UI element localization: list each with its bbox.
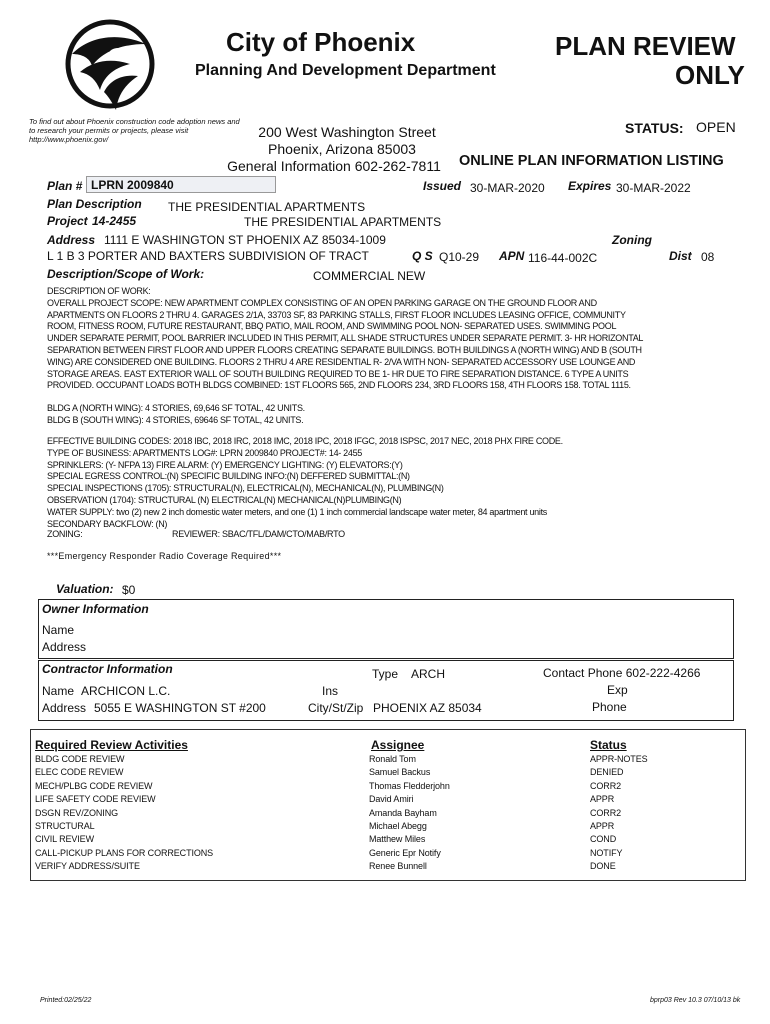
department-name: Planning And Development Department	[195, 62, 496, 79]
info-note	[29, 117, 240, 144]
phoenix-logo	[60, 14, 158, 118]
zoning-note-label: ZONING:	[47, 529, 83, 539]
table-cell-status: CORR2	[590, 807, 622, 818]
contractor-type-value: ARCH	[411, 667, 446, 681]
valuation-value: $0	[122, 583, 136, 597]
contractor-phone-label: Phone	[592, 700, 627, 714]
plan-review-title-line1: PLAN REVIEW	[555, 31, 736, 61]
emergency-note: ***Emergency Responder Radio Coverage Required***	[47, 551, 282, 561]
status-column	[590, 753, 648, 874]
contractor-info-title: Contractor Information	[42, 662, 173, 676]
address-label: Address	[47, 233, 96, 247]
table-cell-assignee: Michael Abegg	[369, 821, 427, 832]
apn-value: 116-44-002C	[528, 251, 598, 265]
issued-label: Issued	[423, 179, 462, 193]
table-row: LIFE SAFETY CODE REVIEW	[35, 794, 156, 805]
contractor-name-value: ARCHICON L.C.	[81, 684, 171, 698]
col-header-activity: Required Review Activities	[35, 738, 188, 752]
table-cell-assignee: Samuel Backus	[369, 767, 431, 778]
col-header-status: Status	[590, 738, 627, 752]
dist-value: 08	[701, 250, 715, 264]
table-row: MECH/PLBG CODE REVIEW	[35, 780, 153, 791]
general-info-phone: General Information 602-262-7811	[227, 158, 441, 174]
plan-number-label: Plan #	[47, 179, 83, 193]
address-value: 1111 E WASHINGTON ST PHOENIX AZ 85034-1009	[104, 233, 386, 247]
info-note-line: to research your permits or projects, please visit	[29, 126, 189, 135]
contractor-type-label: Type	[372, 667, 399, 681]
valuation-label: Valuation:	[56, 582, 114, 596]
contractor-ins-label: Ins	[322, 684, 339, 698]
contractor-exp-label: Exp	[607, 683, 628, 697]
info-note-link[interactable]: http://www.phoenix.gov/	[29, 135, 109, 144]
contractor-citystzip-value: PHOENIX AZ 85034	[373, 701, 482, 715]
printed-date: Printed:02/25/22	[40, 997, 92, 1004]
zoning-label: Zoning	[612, 233, 652, 247]
plan-number: LPRN 2009840	[86, 176, 276, 193]
table-cell-assignee: Generic Epr Notify	[369, 847, 441, 858]
table-cell-status: APPR	[590, 821, 615, 832]
contractor-address-label: Address	[42, 701, 87, 715]
expires-label: Expires	[568, 179, 612, 193]
table-cell-assignee: Thomas Fledderjohn	[369, 780, 450, 791]
plan-description-value: THE PRESIDENTIAL APARTMENTS	[168, 200, 366, 214]
form-revision: bprp03 Rev 10.3 07/10/13 bk	[650, 997, 741, 1004]
contractor-citystzip-label: City/St/Zip	[308, 701, 364, 715]
dist-label: Dist	[669, 249, 692, 263]
listing-title: ONLINE PLAN INFORMATION LISTING	[459, 153, 724, 169]
table-cell-status: DONE	[590, 861, 616, 872]
project-number: 14-2455	[92, 214, 137, 228]
table-cell-assignee: Ronald Tom	[369, 754, 416, 764]
table-row: BLDG CODE REVIEW	[35, 754, 125, 764]
owner-name-label: Name	[42, 623, 75, 637]
project-value: THE PRESIDENTIAL APARTMENTS	[244, 215, 442, 229]
table-cell-status: COND	[590, 834, 617, 845]
table-row: CIVIL REVIEW	[35, 834, 94, 845]
scope-label: Description/Scope of Work:	[47, 267, 205, 281]
reviewer-line: REVIEWER: SBAC/TFL/DAM/CTO/MAB/RTO	[172, 529, 345, 539]
table-row: STRUCTURAL	[35, 821, 95, 832]
table-cell-status: DENIED	[590, 767, 624, 778]
table-cell-status: NOTIFY	[590, 847, 623, 858]
scope-value: COMMERCIAL NEW	[313, 269, 426, 283]
building-summary: BLDG A (NORTH WING): 4 STORIES, 69,646 SF TOTAL, 42 UNITS. BLDG B (SOUTH WING): 4 STORIES, 69646 SF TOTAL, 42 UNITS.	[47, 403, 305, 425]
address-line: Phoenix, Arizona 85003	[268, 141, 416, 157]
col-header-assignee: Assignee	[371, 738, 425, 752]
legal-description: L 1 B 3 PORTER AND BAXTERS SUBDIVISION OF TRACT	[47, 249, 369, 263]
table-cell-assignee: David Amiri	[369, 794, 414, 805]
table-cell-assignee: Renee Bunnell	[369, 861, 427, 872]
owner-address-label: Address	[42, 640, 87, 654]
apn-label: APN	[499, 249, 525, 263]
qs-label: Q S	[412, 249, 433, 263]
owner-info-title: Owner Information	[42, 602, 149, 616]
contractor-name-label: Name	[42, 684, 75, 698]
code-summary: EFFECTIVE BUILDING CODES: 2018 IBC, 2018 IRC, 2018 IMC, 2018 IPC, 2018 IFGC, 2018 ISPSC, 2017 NEC, 2018 PHX FIRE CODE. TYPE OF BUSINESS: APARTMENTS LOG#: LPRN 2009840 PROJECT#: 14- 2455 SPRINKLERS: (Y- NFPA 13) FIRE ALARM: (Y) EMERGENCY LIGHTING: (Y) ELEVATORS:(Y) SPECIAL EGRESS CONTROL:(N) SPECIFIC BUILDING INFO:(N) DEFFERED SUBMITTAL:(N) SPECIAL INSPECTIONS (1705): STRUCTURAL(N), ELECTRICAL(N), MECHANICAL(N), PLUMBING(N) OBSERVATION (1704): STRUCTURAL (N) ELECTRICAL(N) MECHANICAL(N)PLUMBING(N) WATER SUPPLY: two (2) new 2 inch domestic water meters, and one (1) 1 inch commercial landscape water meter, 84 apartment units SECONDARY BACKFLOW: (N)	[47, 436, 563, 529]
table-cell-assignee: Matthew Miles	[369, 834, 426, 845]
table-row: ELEC CODE REVIEW	[35, 767, 124, 778]
activity-column	[35, 753, 213, 874]
status-label: STATUS:	[625, 120, 684, 136]
info-note-line: To find out about Phoenix construction code adoption news and	[29, 117, 240, 126]
table-cell-status: CORR2	[590, 780, 622, 791]
issued-date: 30-MAR-2020	[470, 181, 545, 195]
project-label: Project	[47, 214, 88, 228]
contractor-contact-phone: Contact Phone 602-222-4266	[543, 666, 701, 680]
plan-review-title-line2: ONLY	[675, 60, 745, 90]
description-paragraph: DESCRIPTION OF WORK: OVERALL PROJECT SCOPE: NEW APARTMENT COMPLEX CONSISTING OF AN OPEN PARKING GARAGE ON THE GROUND FLOOR AND APARTMENTS ON FLOORS 2 THRU 4. GARAGES 2/1A, 33703 SF, 83 PARKING STALLS, FIRST FLOOR INCLUDES LEASING OFFICE, COMMUNITY ROOM, FITNESS ROOM, FUTURE RESTAURANT, BBQ PATIO, MAIL ROOM, AND SWIMMING POOL NON- SEPARATED USES. SWIMMING POOL UNDER SEPARATE PERMIT, POOL BARRIER INCLUDED IN THIS PERMIT, ALL SHADE STRUCTURES UNDER SEPARATE PERMIT. 3- HR HORIZONTAL SEPARATION BETWEEN FIRST FLOOR AND UPPER FLOORS CREATING SEPARATE BUILDINGS. BOTH BUILDINGS A (NORTH WING) AND B (SOUTH WING) ARE CONSIDERED ONE BUILDING. FLOORS 2 THRU 4 ARE RESIDENTIAL R- 2/VA WITH NON- SEPARATED ACCESSORY USE LOUNGE AND STORAGE AREAS. EAST EXTERIOR WALL OF SOUTH BUILDING REQUIRED TO BE 1- HR DUE TO FIRE SEPARATION DISTANCE. 6 TYPE A UNITS PROVIDED. OCCUPANT LOADS BOTH BLDGS COMBINED: 1ST FLOORS 565, 2ND FLOORS 234, 3RD FLOORS 158, 4TH FLOORS 158. TOTAL 1115.	[47, 286, 644, 391]
table-cell-status: APPR	[590, 794, 615, 805]
status-value: OPEN	[696, 119, 736, 135]
expires-date: 30-MAR-2022	[616, 181, 691, 195]
assignee-column	[369, 753, 450, 874]
table-cell-assignee: Amanda Bayham	[369, 807, 437, 818]
table-cell-status: APPR-NOTES	[590, 754, 648, 764]
table-row: DSGN REV/ZONING	[35, 807, 119, 818]
city-title: City of Phoenix	[226, 27, 416, 57]
plan-description-label: Plan Description	[47, 197, 142, 211]
table-row: VERIFY ADDRESS/SUITE	[35, 861, 140, 872]
table-row: CALL-PICKUP PLANS FOR CORRECTIONS	[35, 847, 214, 858]
address-line: 200 West Washington Street	[258, 124, 436, 140]
contractor-address-value: 5055 E WASHINGTON ST #200	[94, 701, 266, 715]
qs-value: Q10-29	[439, 250, 480, 264]
office-address	[227, 124, 454, 175]
